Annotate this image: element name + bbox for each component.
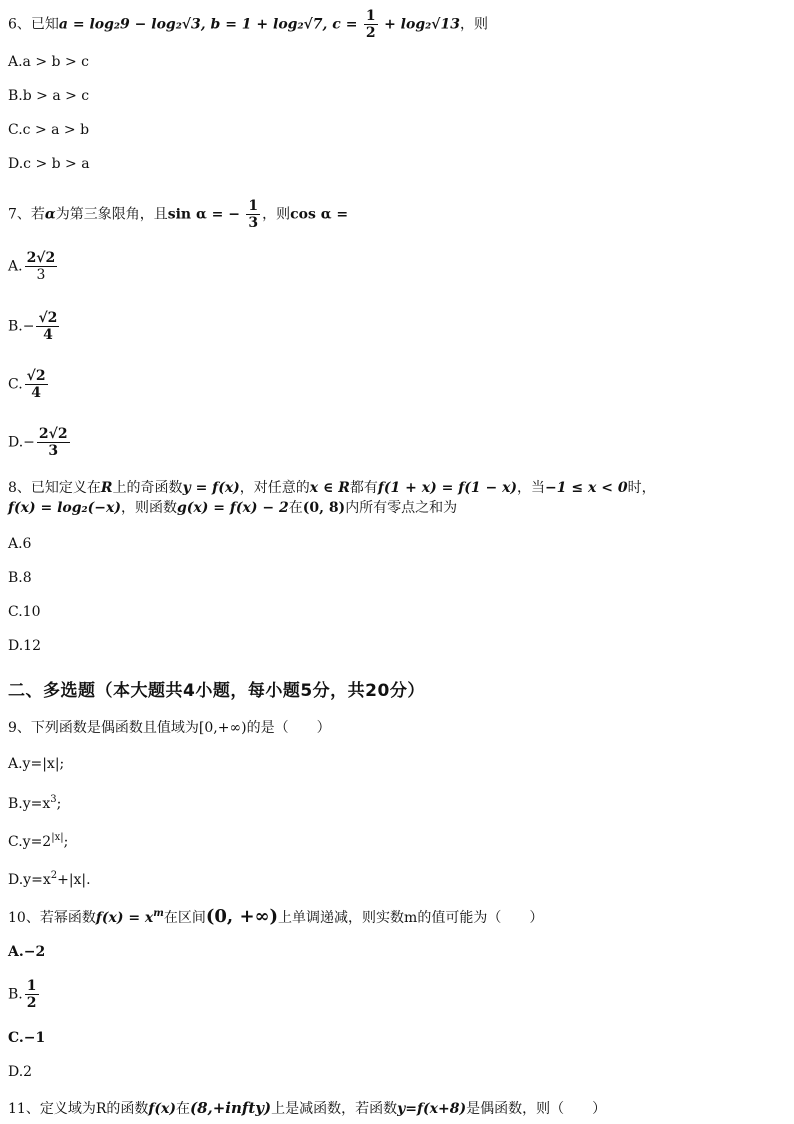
q6-lead: 6、已知 — [8, 16, 59, 33]
q7-option-a: A. $\frac{2√2}{3}$ — [8, 250, 56, 283]
q7-option-b-fraction: $\frac{√2}{4}$ — [38, 310, 58, 343]
q10-option-d: D.2 — [8, 1064, 33, 1080]
q7-stem — [8, 198, 348, 231]
section-2-title: 二、多选题（本大题共4小题，每小题5分，共20分） — [8, 681, 425, 701]
q10-option-b: B. $\frac{1}{2}$ — [8, 978, 37, 1011]
q8-stem-line1: 8、已知定义在R上的奇函数y = f(x)，对任意的x ∈ R都有f(1 + x) = f(1 − x)，当−1 ≤ x < 0时， — [8, 480, 656, 496]
q6-c-tail: + log₂√13 — [384, 16, 460, 33]
q6-option-a: A.a > b > c — [8, 54, 89, 70]
q7-mid: 为第三象限角，且 — [55, 206, 168, 223]
q7-option-d-fraction: $\frac{2√2}{3}$ — [38, 426, 68, 459]
q7-alpha: α — [44, 206, 56, 223]
q7-sin: sin α = − — [167, 206, 240, 223]
q9-stem: 9、下列函数是偶函数且值域为[0,+∞)的是（ ） — [8, 720, 331, 736]
q6-option-d: D.c > b > a — [8, 156, 90, 172]
q7-option-d: D.− $\frac{2√2}{3}$ — [8, 426, 68, 459]
q9-option-b: $B.y=x^3$; — [8, 794, 62, 812]
q8-option-d: D.12 — [8, 638, 41, 654]
q7-cos: cos α = — [290, 206, 349, 223]
q7-option-c: C. $\frac{√2}{4}$ — [8, 368, 46, 401]
q6-stem — [8, 8, 488, 41]
q11-stem: 11、定义域为R的函数f(x)在(8,+infty)上是减函数，若函数y=f(x+8)是偶函数，则（ ） — [8, 1099, 607, 1117]
q10-option-b-fraction: $\frac{1}{2}$ — [26, 978, 37, 1011]
q8-option-b: B.8 — [8, 570, 32, 586]
q9-option-d: $D.y=x^2+|x|$. — [8, 870, 91, 888]
q6-tail: ，则 — [459, 16, 488, 33]
q8-option-a: A.6 — [8, 536, 32, 552]
q7-lead: 7、若 — [8, 206, 45, 223]
q10-option-a: A.−2 — [8, 944, 46, 960]
q10-stem: 10、若幂函数$f(x) = x^m$在区间(0, +∞)上单调递减，则实数m的值可能为（ ） — [8, 906, 544, 927]
q7-tail: ，则 — [262, 206, 291, 223]
q7-fraction: $\frac{1}{3}$ — [248, 198, 259, 231]
q9-option-a: A.y=|x|; — [8, 756, 65, 772]
q8-stem-line2: f(x) = log₂(−x)，则函数g(x) = f(x) − 2在(0, 8)内所有零点之和为 — [8, 500, 458, 516]
q8-option-c: C.10 — [8, 604, 41, 620]
q6-half-fraction: $\frac{1}{2}$ — [365, 8, 376, 41]
q6-option-b: B.b > a > c — [8, 88, 90, 104]
q7-option-c-fraction: $\frac{√2}{4}$ — [26, 368, 46, 401]
q7-option-b: B.− $\frac{√2}{4}$ — [8, 310, 58, 343]
q9-option-c: $C.y=2^{|x|}$; — [8, 832, 69, 850]
q10-option-c: C.−1 — [8, 1030, 46, 1046]
q6-option-c: C.c > a > b — [8, 122, 90, 138]
q7-option-a-fraction: $\frac{2√2}{3}$ — [26, 250, 56, 283]
q6-expr: a = log₂9 − log₂√3, b = 1 + log₂√7, c = — [58, 16, 358, 33]
